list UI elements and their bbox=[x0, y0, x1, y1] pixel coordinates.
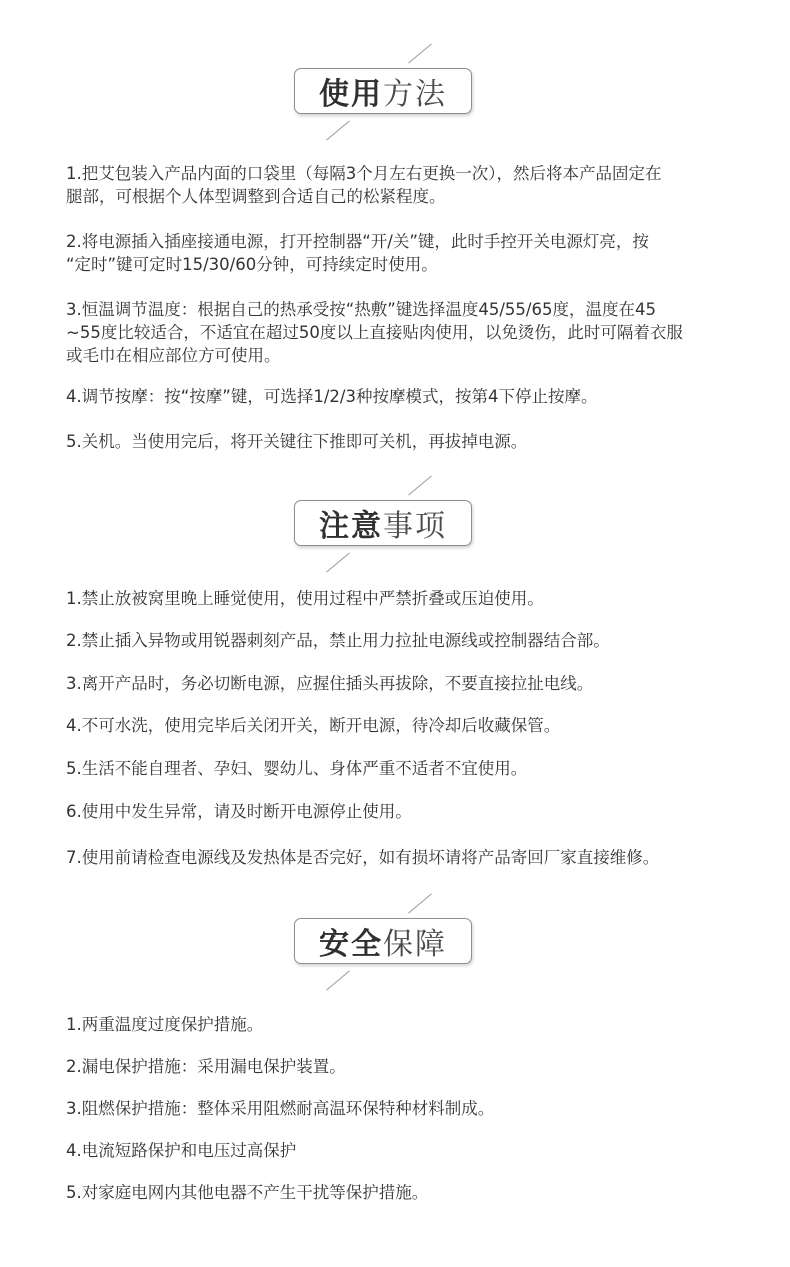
usage-section-title bbox=[294, 68, 472, 114]
notes-title-bold: 注意 bbox=[319, 509, 383, 544]
safety-item-4: 4.电流短路保护和电压过高保护 bbox=[66, 1141, 297, 1160]
decorative-slash bbox=[408, 475, 432, 495]
notes-section-title bbox=[294, 500, 472, 546]
safety-title-bold: 安全 bbox=[319, 927, 383, 962]
usage-item-3: 3.恒温调节温度：根据自己的热承受按“热敷”键选择温度45/55/65度，温度在45 ~55度比较适合，不适宜在超过50度以上直接贴肉使用，以免烫伤，此时可隔着衣服 或毛巾在相应部位方可使用。 bbox=[66, 300, 683, 365]
notes-item-1: 1.禁止放被窝里晚上睡觉使用，使用过程中严禁折叠或压迫使用。 bbox=[66, 589, 544, 608]
notes-item-6: 6.使用中发生异常，请及时断开电源停止使用。 bbox=[66, 802, 412, 821]
usage-title-bold: 使用 bbox=[319, 77, 383, 112]
decorative-slash bbox=[408, 893, 432, 913]
notes-item-4: 4.不可水洗，使用完毕后关闭开关，断开电源，待冷却后收藏保管。 bbox=[66, 716, 561, 735]
safety-item-3: 3.阻燃保护措施：整体采用阻燃耐高温环保特种材料制成。 bbox=[66, 1099, 495, 1118]
decorative-slash bbox=[326, 552, 350, 572]
usage-title-light: 方法 bbox=[383, 77, 447, 112]
usage-item-1: 1.把艾包装入产品内面的口袋里（每隔3个月左右更换一次），然后将本产品固定在 腿部，可根据个人体型调整到合适自己的松紧程度。 bbox=[66, 164, 662, 206]
decorative-slash bbox=[326, 970, 350, 990]
usage-item-2: 2.将电源插入插座接通电源，打开控制器“开/关”键，此时手控开关电源灯亮，按 “定时”键可定时15/30/60分钟，可持续定时使用。 bbox=[66, 232, 649, 274]
notes-title-light: 事项 bbox=[383, 509, 447, 544]
safety-item-1: 1.两重温度过度保护措施。 bbox=[66, 1015, 264, 1034]
usage-item-5: 5.关机。当使用完后，将开关键往下推即可关机，再拔掉电源。 bbox=[66, 432, 528, 451]
notes-item-5: 5.生活不能自理者、孕妇、婴幼儿、身体严重不适者不宜使用。 bbox=[66, 759, 528, 778]
safety-item-5: 5.对家庭电网内其他电器不产生干扰等保护措施。 bbox=[66, 1183, 429, 1202]
notes-item-2: 2.禁止插入异物或用锐器刺刻产品，禁止用力拉扯电源线或控制器结合部。 bbox=[66, 631, 610, 650]
safety-title-light: 保障 bbox=[383, 927, 447, 962]
notes-item-7: 7.使用前请检查电源线及发热体是否完好，如有损坏请将产品寄回厂家直接维修。 bbox=[66, 848, 660, 867]
safety-item-2: 2.漏电保护措施：采用漏电保护装置。 bbox=[66, 1057, 346, 1076]
decorative-slash bbox=[326, 120, 350, 140]
safety-section-header bbox=[280, 893, 490, 993]
safety-section-title bbox=[294, 918, 472, 964]
notes-section-header bbox=[280, 475, 490, 575]
decorative-slash bbox=[408, 43, 432, 63]
usage-item-4: 4.调节按摩：按“按摩”键，可选择1/2/3种按摩模式，按第4下停止按摩。 bbox=[66, 387, 598, 406]
usage-section-header bbox=[280, 43, 490, 143]
notes-item-3: 3.离开产品时，务必切断电源，应握住插头再拔除，不要直接拉扯电线。 bbox=[66, 674, 594, 693]
